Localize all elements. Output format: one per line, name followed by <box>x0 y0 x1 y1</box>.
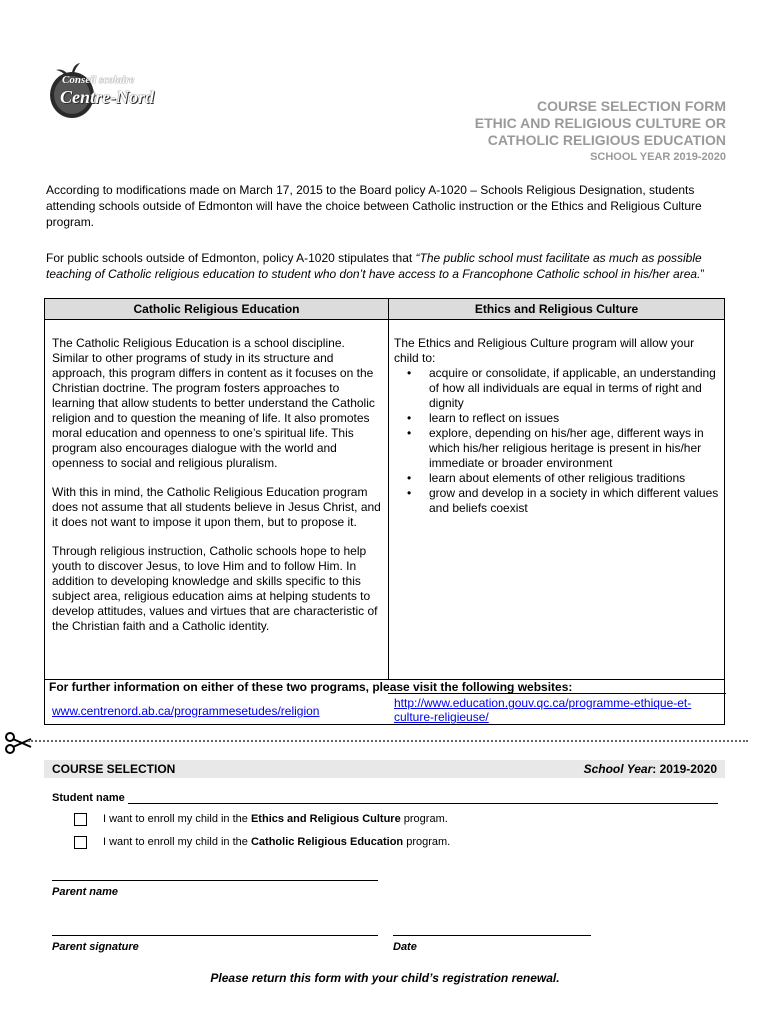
option2-post: program. <box>403 836 451 848</box>
title-line-2: ETHIC AND RELIGIOUS CULTURE OR <box>474 115 726 131</box>
title-line-1: COURSE SELECTION FORM <box>536 98 726 114</box>
parent-signature-label: Parent signature <box>52 941 139 953</box>
col1-paragraph-3: Through religious instruction, Catholic schools hope to help youth to discover Jesus, to love Him and to follow Him. In addition to developing knowledge and skills specific to this subject area, religious education aims at helping students to develop attitudes, values and virtues that are characteristic of the Christian faith and a Catholic identity. <box>52 544 378 633</box>
option-catholic-text <box>103 836 450 848</box>
col2-list <box>394 366 720 516</box>
intro-paragraph-2 <box>46 250 726 282</box>
col2-intro: The Ethics and Religious Culture program will allow your child to: <box>394 336 695 365</box>
further-info-text: For further information on either of these two programs, please visit the following websites: <box>49 680 573 694</box>
course-selection-bar <box>44 760 725 778</box>
cut-here-line <box>0 736 748 746</box>
centrenord-religion-link[interactable]: www.centrenord.ab.ca/programmesetudes/religion <box>52 704 320 718</box>
link-line-1[interactable]: http://www.education.gouv.qc.ca/programme-ethique-et- <box>394 696 692 710</box>
option1-bold: Ethics and Religious Culture <box>250 813 401 825</box>
list-item: • grow and develop in a society in which different values and beliefs coexist <box>429 486 720 516</box>
list-item: • acquire or consolidate, if applicable, an understanding of how all individuals are equal in terms of right and dignity <box>429 366 720 411</box>
dotted-line <box>28 740 748 742</box>
col1-header: Catholic Religious Education <box>45 299 388 320</box>
intro-para2-quote: “The public school must facilitate as much as possible teaching of Catholic religious education to student who don’t have access to a Francophone Catholic school in his/her area. <box>46 251 702 281</box>
return-instruction: Please return this form with your child’s registration renewal. <box>210 971 560 985</box>
intro-para2-plain: For public schools outside of Edmonton, policy A-1020 stipulates that <box>46 251 416 265</box>
student-name-field[interactable] <box>128 803 718 804</box>
ethics-checkbox[interactable] <box>74 813 87 826</box>
option2-pre: I want to enroll my child in the <box>103 836 251 848</box>
link-line-2[interactable]: culture-religieuse/ <box>394 710 489 724</box>
school-year-label-text: School Year <box>583 762 653 776</box>
col2-header: Ethics and Religious Culture <box>389 299 724 320</box>
date-label: Date <box>393 941 417 953</box>
list-item: • explore, depending on his/her age, different ways in which his/her religious heritage is present in his/her immediate or broader environment <box>429 426 720 471</box>
education-quebec-link[interactable] <box>394 696 720 724</box>
parent-name-field[interactable] <box>52 880 378 881</box>
option-ethics-text <box>103 813 448 825</box>
date-field[interactable] <box>393 935 591 936</box>
logo-text-line2: Centre-Nord <box>60 87 154 107</box>
option1-post: program. <box>400 813 448 825</box>
column-divider <box>388 299 389 680</box>
col1-paragraph-1: The Catholic Religious Education is a school discipline. Similar to other programs of study in its structure and approach, this program differs in content as it focuses on the Christian doctrine. The program fosters approaches to learning that allow students to better understand the Catholic religion and to question the meaning of life. It also promotes moral education and openness to one’s spiritual life. This program also encourages dialogue with the world and openness to social and religious pluralism. <box>52 336 375 470</box>
parent-signature-field[interactable] <box>52 935 378 936</box>
list-item: • learn to reflect on issues <box>429 411 720 426</box>
col2-content <box>394 336 720 516</box>
school-year-value: : 2019-2020 <box>652 762 717 776</box>
student-name-label: Student name <box>52 792 125 804</box>
col1-content <box>52 336 382 648</box>
intro-para2-end: ” <box>700 267 705 281</box>
catholic-checkbox[interactable] <box>74 836 87 849</box>
title-school-year: SCHOOL YEAR 2019-2020 <box>590 151 726 163</box>
option1-pre: I want to enroll my child in the <box>103 813 251 825</box>
form-title <box>475 98 726 165</box>
list-item: • learn about elements of other religious traditions <box>429 471 720 486</box>
school-year-label <box>584 760 717 778</box>
logo-text-line1: Conseil scolaire <box>62 74 135 86</box>
school-board-logo <box>46 62 156 122</box>
intro-paragraph-1: According to modifications made on March 17, 2015 to the Board policy A-1020 – Schools Religious Designation, students attending schools outside of Edmonton will have the choice between Catholic instruction or the Ethics and Religious Culture program. <box>46 183 702 229</box>
scissors-icon <box>4 730 34 756</box>
parent-name-label: Parent name <box>52 886 119 898</box>
title-line-3: CATHOLIC RELIGIOUS EDUCATION <box>487 132 726 148</box>
course-selection-heading: COURSE SELECTION <box>52 762 176 776</box>
option2-bold: Catholic Religious Education <box>250 836 404 848</box>
program-comparison-table <box>44 298 725 725</box>
col1-paragraph-2: With this in mind, the Catholic Religious Education program does not assume that all students believe in Jesus Christ, and it does not want to impose it upon them, but to propose it. <box>52 485 381 529</box>
